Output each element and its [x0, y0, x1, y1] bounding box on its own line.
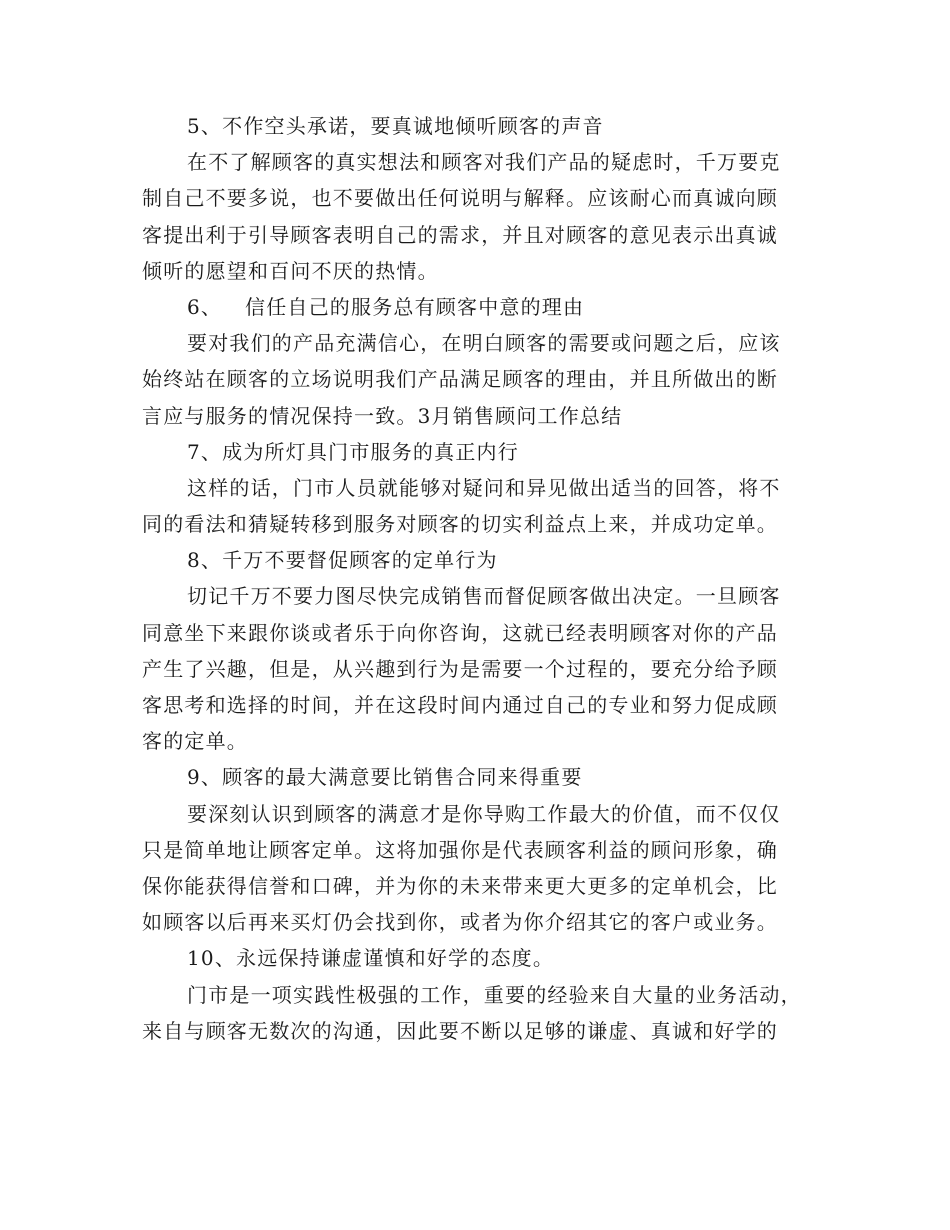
heading-6-number: 6、 [187, 294, 223, 319]
paragraph-line: 要对我们的产品充满信心，在明白顾客的需要或问题之后，应该 [187, 331, 781, 356]
paragraph-line: 保你能获得信誉和口碑，并为你的未来带来更大更多的定单机会，比 [142, 873, 778, 898]
heading-6-text: 信任自己的服务总有顾客中意的理由 [245, 294, 585, 319]
paragraph-line: 要深刻认识到顾客的满意才是你导购工作最大的价值，而不仅仅 [187, 801, 781, 826]
paragraph-line: 如顾客以后再来买灯仍会找到你，或者为你介绍其它的客户或业务。 [142, 910, 778, 935]
heading-5: 5、不作空头承诺，要真诚地倾听顾客的声音 [187, 114, 604, 138]
paragraph-line: 言应与服务的情况保持一致。3月销售顾问工作总结 [142, 403, 623, 428]
paragraph-line: 同意坐下来跟你谈或者乐于向你咨询，这就已经表明顾客对你的产品 [142, 620, 778, 645]
paragraph-line: 只是简单地让顾客定单。这将加强你是代表顾客利益的顾问形象，确 [142, 837, 778, 862]
paragraph-line: 始终站在顾客的立场说明我们产品满足顾客的理由，并且所做出的断 [142, 367, 778, 392]
paragraph-line: 制自己不要多说，也不要做出任何说明与解释。应该耐心而真诚向顾 [142, 186, 778, 211]
paragraph-line: 来自与顾客无数次的沟通，因此要不断以足够的谦虚、真诚和好学的 [142, 1018, 778, 1043]
paragraph-line: 客的定单。 [142, 729, 248, 754]
heading-6 [142, 289, 847, 325]
paragraph-line: 同的看法和猜疑转移到服务对顾客的切实利益点上来，并成功定单。 [142, 512, 778, 537]
heading-7: 7、成为所灯具门市服务的真正内行 [187, 439, 519, 464]
paragraph-line: 客思考和选择的时间，并在这段时间内通过自己的专业和努力促成顾 [142, 693, 778, 717]
heading-10: 10、永远保持谦虚谨慎和好学的态度。 [187, 946, 555, 971]
paragraph-line: 客提出利于引导顾客表明自己的需求，并且对顾客的意见表示出真诚 [142, 222, 778, 247]
paragraph-line: 在不了解顾客的真实想法和顾客对我们产品的疑虑时，千万要克 [187, 150, 781, 175]
paragraph-line: 切记千万不要力图尽快完成销售而督促顾客做出决定。一旦顾客 [187, 584, 781, 609]
heading-9: 9、顾客的最大满意要比销售合同来得重要 [187, 765, 583, 790]
paragraph-line: 倾听的愿望和百问不厌的热情。 [142, 258, 439, 283]
paragraph-line: 产生了兴趣，但是，从兴趣到行为是需要一个过程的，要充分给予顾 [142, 656, 778, 681]
heading-8: 8、千万不要督促顾客的定单行为 [187, 548, 498, 573]
paragraph-line: 这样的话，门市人员就能够对疑问和异见做出适当的回答，将不 [187, 475, 781, 500]
paragraph-line: 门市是一项实践性极强的工作，重要的经验来自大量的业务活动， [187, 982, 802, 1007]
